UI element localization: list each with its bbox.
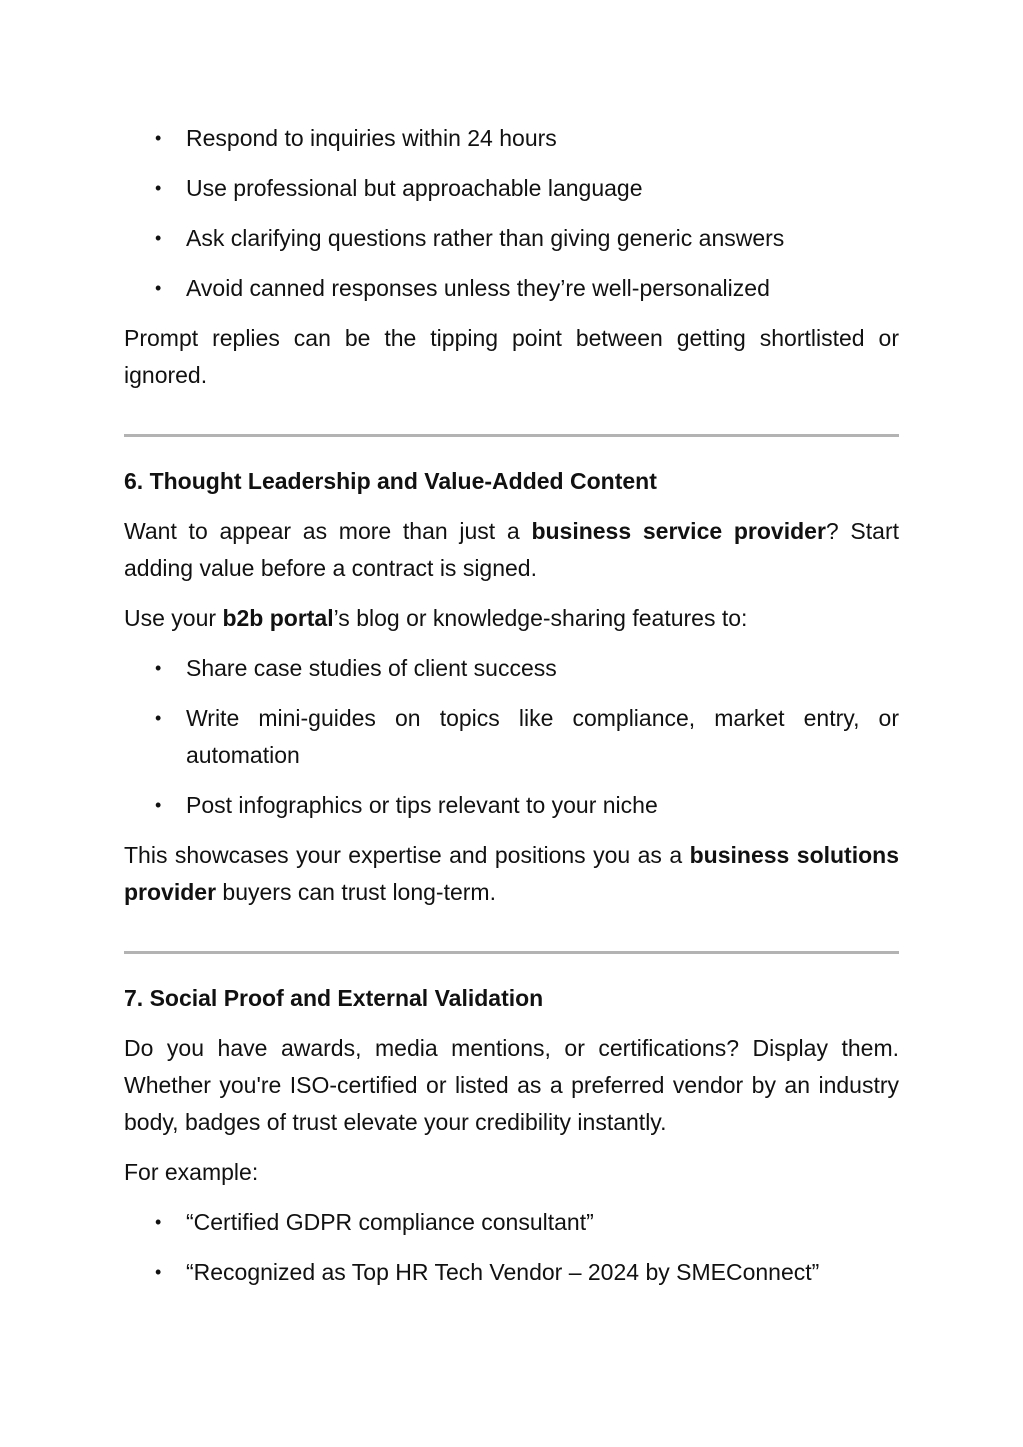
bullet-icon: • xyxy=(155,228,162,248)
list-item xyxy=(124,650,899,687)
bullet-icon: • xyxy=(155,278,162,298)
bold-term: business service provider xyxy=(531,518,826,544)
bullet-icon: • xyxy=(155,708,162,728)
list-item-text: Write mini-guides on topics like compliance, market entry, or automation xyxy=(186,705,899,768)
section-7-heading: 7. Social Proof and External Validation xyxy=(124,985,544,1011)
list-item xyxy=(124,220,899,257)
section-6-paragraph-2: Use your b2b portal’s blog or knowledge-sharing features to: xyxy=(124,605,748,631)
list-item-text: “Recognized as Top HR Tech Vendor – 2024 by SMEConnect” xyxy=(186,1259,820,1285)
section-6-paragraph-1: Want to appear as more than just a business service provider? Start adding value before a contract is signed. xyxy=(124,518,899,581)
list-item xyxy=(124,1204,899,1241)
intro-bullet-list xyxy=(124,120,899,307)
list-item xyxy=(124,700,899,774)
list-item-text: Use professional but approachable language xyxy=(186,175,643,201)
intro-paragraph: Prompt replies can be the tipping point between getting shortlisted or ignored. xyxy=(124,325,899,388)
list-item xyxy=(124,120,899,157)
bullet-icon: • xyxy=(155,658,162,678)
list-item-text: “Certified GDPR compliance consultant” xyxy=(186,1209,594,1235)
section-divider xyxy=(124,951,899,954)
bullet-icon: • xyxy=(155,795,162,815)
bullet-icon: • xyxy=(155,1212,162,1232)
bold-term: b2b portal xyxy=(222,605,334,631)
list-item-text: Avoid canned responses unless they’re well-personalized xyxy=(186,275,770,301)
section-6-bullet-list xyxy=(124,650,899,824)
bold-term: business solutions provider xyxy=(124,842,899,905)
section-7-paragraph-1: Do you have awards, media mentions, or certifications? Display them. Whether you're ISO-certified or listed as a preferred vendor by an industry body, badges of trust elevate your credibility instantly. xyxy=(124,1035,899,1135)
list-item xyxy=(124,270,899,307)
bullet-icon: • xyxy=(155,178,162,198)
list-item xyxy=(124,170,899,207)
section-divider xyxy=(124,434,899,437)
bullet-icon: • xyxy=(155,128,162,148)
section-7-paragraph-2: For example: xyxy=(124,1159,259,1185)
section-6-paragraph-3: This showcases your expertise and positions you as a business solutions provider buyers can trust long-term. xyxy=(124,842,899,905)
document-page xyxy=(124,120,899,1304)
section-6-heading: 6. Thought Leadership and Value-Added Content xyxy=(124,468,657,494)
bullet-icon: • xyxy=(155,1262,162,1282)
list-item-text: Share case studies of client success xyxy=(186,655,557,681)
list-item-text: Ask clarifying questions rather than giving generic answers xyxy=(186,225,785,251)
section-7-bullet-list xyxy=(124,1204,899,1291)
list-item-text: Post infographics or tips relevant to your niche xyxy=(186,792,658,818)
list-item-text: Respond to inquiries within 24 hours xyxy=(186,125,557,151)
list-item xyxy=(124,1254,899,1291)
list-item xyxy=(124,787,899,824)
